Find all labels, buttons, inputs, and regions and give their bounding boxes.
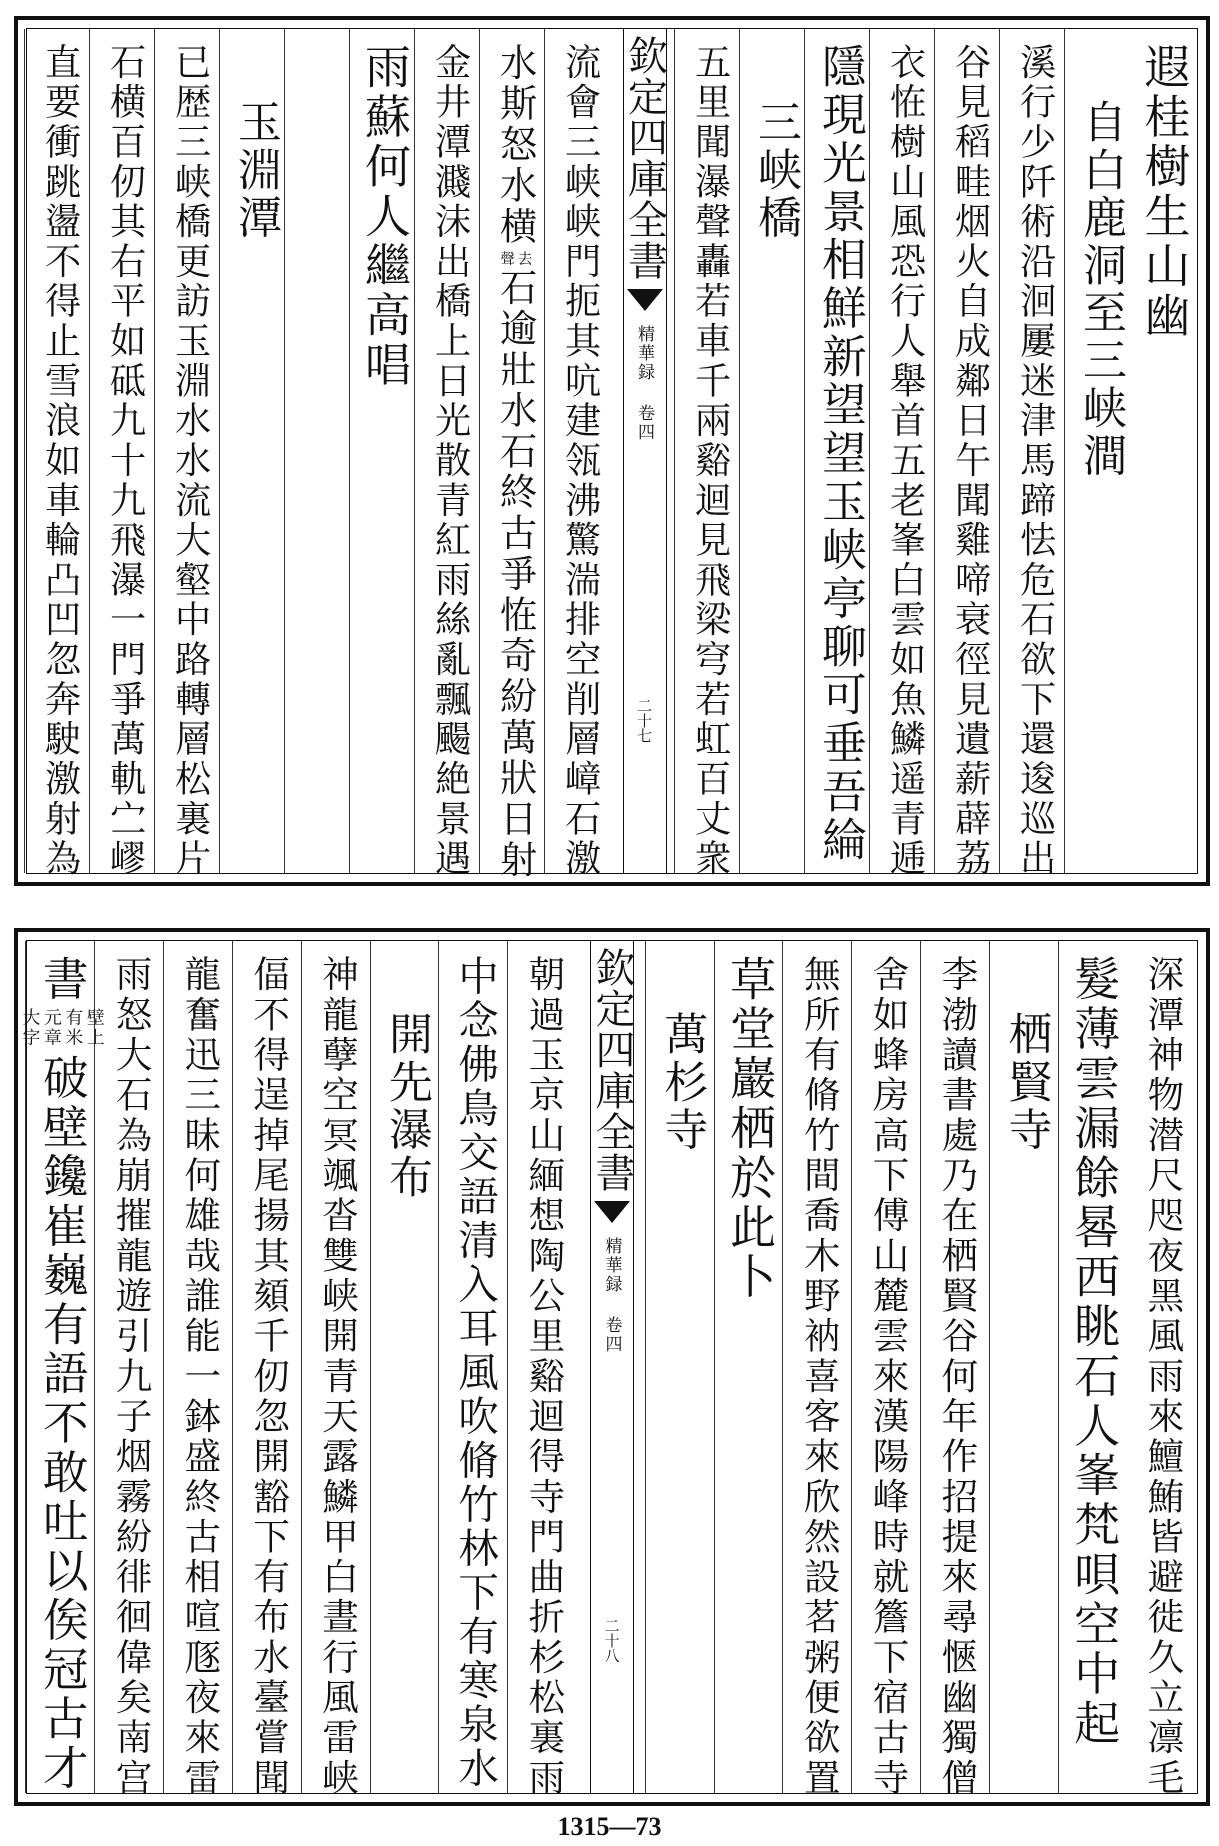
text-column — [934, 29, 1006, 880]
column-text: 中念佛鳥交語清入耳風吹脩竹林下有寒泉水 — [451, 955, 500, 1792]
column-text: 直要衝跳盪不得止雪浪如車輪凸凹忽奔駛激射為 — [39, 43, 83, 880]
top-page-frame — [14, 16, 1210, 886]
text-column — [804, 29, 876, 873]
text-column — [1058, 941, 1130, 1793]
text-column — [507, 941, 579, 1799]
text-column — [544, 29, 616, 880]
text-column — [869, 29, 941, 880]
text-column — [19, 941, 105, 1793]
text-column — [674, 29, 746, 880]
column-text: 書 — [35, 955, 89, 1005]
text-column — [1127, 941, 1199, 1799]
text-column — [851, 941, 923, 1799]
series-title: 欽定四庫全書 — [621, 35, 668, 281]
column-text: 萬杉寺 — [656, 1011, 708, 1154]
book-volume-label: 精華録 卷四 — [601, 1237, 622, 1354]
column-text: 谷見稻畦烟火自成鄰日午聞雞啼衰徑見遺薪薜荔 — [949, 43, 993, 880]
column-text: 水斯怒水横 — [493, 43, 538, 248]
column-text: 雨怒大石為崩摧龍遊引九子烟霧紛徘徊偉矣南宫 — [110, 955, 154, 1799]
bottom-text-area — [19, 940, 1198, 1799]
column-text: 無所有脩竹間喬木野衲喜客來欣然設茗粥便欲置 — [798, 955, 842, 1799]
text-column — [94, 941, 166, 1799]
column-text: 草堂巖栖於此卜 — [723, 955, 778, 1303]
column-text: 溪行少阡術沿洄屢迷津馬蹄怯危石欲下還逡巡出 — [1014, 43, 1058, 880]
column-text: 開先瀑布 — [381, 1011, 433, 1202]
poem-title — [219, 29, 291, 873]
column-text: 龍奮迅三昧何雄哉誰能一鉢盛終古相喧豗夜來雷 — [178, 955, 222, 1799]
column-text: 五里聞瀑聲轟若車千兩谿迴見飛梁穹若虹百丈衆 — [689, 43, 733, 880]
column-text: 雨蘇何人繼高唱 — [358, 43, 412, 391]
column-text: 朝過玉京山緬想陶公里谿迴得寺門曲折杉松裏雨 — [522, 955, 566, 1799]
leaf-number: 二十七 — [635, 698, 653, 743]
column-text: 流會三峡峡門扼其吭建瓴沸驚湍排空削層嶂石激 — [559, 43, 603, 880]
text-column — [438, 941, 510, 1793]
text-column — [232, 941, 304, 1799]
fish-tail-mark-icon — [627, 289, 663, 311]
text-column — [89, 29, 161, 880]
interlinear-note: 壁上有米元章大字 — [19, 1008, 105, 1049]
column-text: 李渤讀書處乃在栖賢谷何年作招提來尋愜幽獨僧 — [935, 955, 979, 1799]
text-column — [284, 29, 356, 873]
column-text: 遐桂樹生山幽 — [1137, 43, 1192, 341]
poem-title — [370, 941, 442, 1793]
poem-title — [989, 941, 1061, 1793]
column-text: 自白鹿洞至三峡澗 — [1075, 99, 1126, 480]
column-text: 已歴三峡橋更訪玉淵水水流大壑中路轉層松裏片 — [169, 43, 213, 880]
text-column — [479, 29, 551, 882]
interlinear-note: 去聲 — [498, 251, 533, 268]
text-column — [301, 941, 373, 1799]
text-column — [1129, 29, 1201, 873]
column-text-continued: 破壁鑱崔巍有語不敢吐以俟冠古才 — [35, 1054, 89, 1793]
text-column — [714, 941, 786, 1793]
text-column — [782, 941, 854, 1799]
series-title: 欽定四庫全書 — [589, 947, 635, 1193]
column-text: 三峡橋 — [750, 99, 801, 242]
center-gutter — [623, 29, 667, 873]
column-text: 神龍孽空冥颯沓雙峡開青天露鱗甲白晝行風雷峡 — [316, 955, 360, 1799]
column-text: 隱現光景相鮮新望望玉峡亭聊可垂吾綸 — [814, 43, 868, 865]
text-column — [154, 29, 226, 880]
column-text: 舍如蜂房高下傅山麓雲來漢陽峰時就簷下宿古寺 — [867, 955, 911, 1799]
column-text-continued: 石逾壯水石終古爭恠奇紛萬狀日射 — [493, 267, 538, 882]
page-number: 1315—73 — [557, 1812, 662, 1841]
column-text: 深潭神物潜尺咫夜黑風雨來鱣鮪皆避徙久立凛毛 — [1141, 955, 1185, 1799]
leaf-number: 二十八 — [602, 1618, 621, 1663]
poem-title — [739, 29, 811, 873]
column-text: 栖賢寺 — [1000, 1011, 1052, 1154]
text-column — [999, 29, 1071, 880]
fish-tail-mark-icon — [594, 1201, 630, 1223]
column-text: 玉淵潭 — [230, 99, 281, 242]
text-column — [24, 29, 96, 880]
text-column — [414, 29, 486, 880]
column-text: 石横百仞其右平如砥九十九飛瀑一門爭萬軌㝉嵺 — [104, 43, 148, 880]
text-column — [163, 941, 235, 1799]
bottom-page-frame — [14, 928, 1210, 1806]
column-text: 髮薄雲漏餘晷西眺石人峯梵唄空中起 — [1067, 955, 1122, 1749]
column-text: 衣恠樹山風恐行人舉首五老峯白雲如魚鱗遥青逓 — [884, 43, 928, 880]
center-gutter — [590, 941, 634, 1793]
poem-title — [1064, 29, 1136, 873]
poem-title — [645, 941, 717, 1793]
column-text: 金井潭濺沫出橋上日光散青紅雨絲亂飄颺絶景遇 — [429, 43, 473, 880]
column-text: 偪不得逞掉尾揚其頦千仞忽開豁下有布水臺嘗聞 — [247, 955, 291, 1799]
top-text-area — [26, 28, 1198, 882]
text-column — [920, 941, 992, 1799]
text-column — [349, 29, 421, 873]
book-volume-label: 精華録 卷四 — [634, 325, 654, 442]
